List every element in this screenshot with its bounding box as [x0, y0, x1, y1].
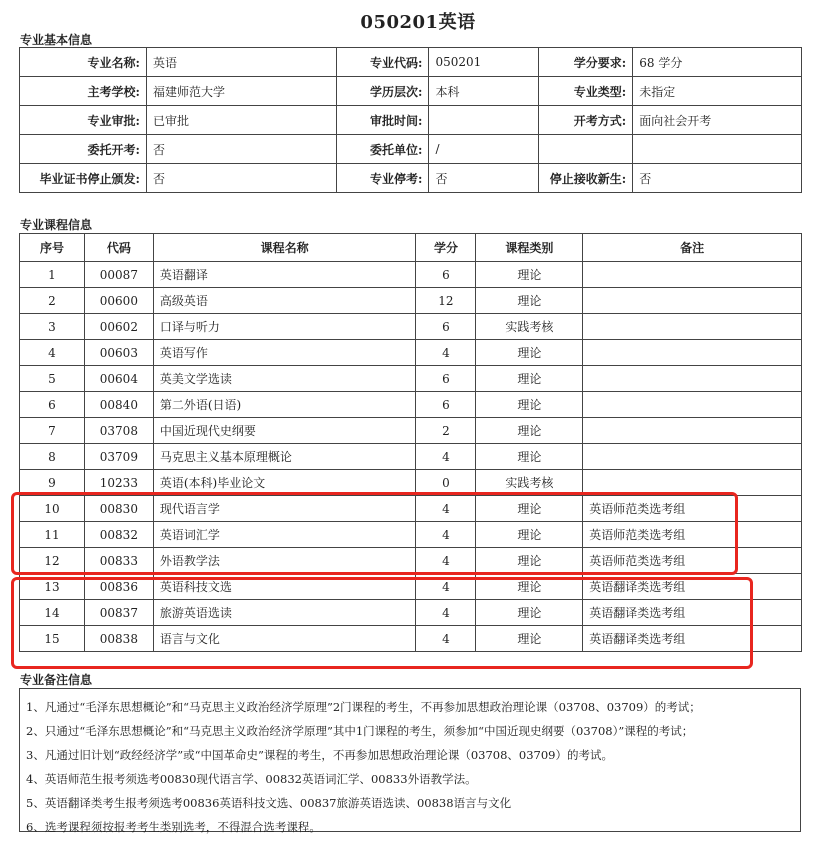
course-credits: 4	[416, 444, 476, 470]
course-type: 理论	[476, 392, 583, 418]
field-value: 050201	[429, 48, 539, 77]
field-value: 本科	[429, 77, 539, 106]
field-label: 委托开考:	[20, 135, 147, 164]
course-credits: 4	[416, 496, 476, 522]
field-label: 专业类型:	[539, 77, 633, 106]
course-credits: 6	[416, 366, 476, 392]
course-credits: 4	[416, 574, 476, 600]
note-line: 3、凡通过旧计划“政经经济学”或“中国革命史”课程的考生，不再参加思想政治理论课（03708、03709）的考试。	[26, 748, 613, 762]
course-remark: 英语师范类选考组	[583, 496, 802, 522]
course-credits: 0	[416, 470, 476, 496]
course-type: 理论	[476, 444, 583, 470]
course-credits: 4	[416, 522, 476, 548]
course-credits: 4	[416, 600, 476, 626]
field-label: 主考学校:	[20, 77, 147, 106]
course-name: 马克思主义基本原理概论	[153, 444, 416, 470]
note-line: 6、选考课程须按报考考生类别选考，不得混合选考课程。	[26, 820, 321, 834]
course-credits: 2	[416, 418, 476, 444]
course-code: 00604	[84, 366, 153, 392]
course-code: 00602	[84, 314, 153, 340]
course-code: 00833	[84, 548, 153, 574]
field-value: /	[429, 135, 539, 164]
field-label: 毕业证书停止颁发:	[20, 164, 147, 193]
course-type: 理论	[476, 340, 583, 366]
col-header-code: 代码	[84, 234, 153, 262]
course-index: 4	[20, 340, 85, 366]
course-remark	[583, 392, 802, 418]
course-type: 理论	[476, 626, 583, 652]
course-credits: 6	[416, 262, 476, 288]
field-label: 开考方式:	[539, 106, 633, 135]
course-index: 15	[20, 626, 85, 652]
course-name: 英语写作	[153, 340, 416, 366]
field-value: 福建师范大学	[146, 77, 336, 106]
field-label: 专业名称:	[20, 48, 147, 77]
course-name: 英语词汇学	[153, 522, 416, 548]
course-type: 理论	[476, 600, 583, 626]
basic-info-row	[20, 48, 802, 77]
course-name: 英语(本科)毕业论文	[153, 470, 416, 496]
course-name: 旅游英语选读	[153, 600, 416, 626]
course-type: 理论	[476, 522, 583, 548]
field-value: 面向社会开考	[633, 106, 802, 135]
col-header-credits: 学分	[416, 234, 476, 262]
course-credits: 6	[416, 392, 476, 418]
basic-info-row	[20, 135, 802, 164]
field-value	[633, 135, 802, 164]
field-label: 专业代码:	[336, 48, 429, 77]
field-label: 专业停考:	[336, 164, 429, 193]
course-remark	[583, 444, 802, 470]
field-value: 已审批	[146, 106, 336, 135]
field-label: 委托单位:	[336, 135, 429, 164]
field-value: 英语	[146, 48, 336, 77]
notes-section-label: 专业备注信息	[20, 673, 93, 687]
course-index: 8	[20, 444, 85, 470]
notes-box	[19, 688, 801, 832]
course-remark: 英语师范类选考组	[583, 522, 802, 548]
course-credits: 4	[416, 548, 476, 574]
course-remark: 英语翻译类选考组	[583, 626, 802, 652]
table-row	[20, 392, 802, 418]
course-code: 00603	[84, 340, 153, 366]
course-index: 13	[20, 574, 85, 600]
course-name: 口译与听力	[153, 314, 416, 340]
course-type: 理论	[476, 262, 583, 288]
table-row	[20, 418, 802, 444]
course-name: 语言与文化	[153, 626, 416, 652]
course-type: 理论	[476, 418, 583, 444]
course-credits: 4	[416, 340, 476, 366]
course-credits: 4	[416, 626, 476, 652]
course-name: 现代语言学	[153, 496, 416, 522]
course-name: 第二外语(日语)	[153, 392, 416, 418]
field-value: 否	[633, 164, 802, 193]
field-value: 否	[429, 164, 539, 193]
course-type: 理论	[476, 288, 583, 314]
field-value: 否	[146, 135, 336, 164]
field-value	[429, 106, 539, 135]
course-remark	[583, 418, 802, 444]
course-remark: 英语师范类选考组	[583, 548, 802, 574]
table-row	[20, 262, 802, 288]
course-remark: 英语翻译类选考组	[583, 600, 802, 626]
course-index: 10	[20, 496, 85, 522]
course-remark: 英语翻译类选考组	[583, 574, 802, 600]
course-index: 1	[20, 262, 85, 288]
field-label: 审批时间:	[336, 106, 429, 135]
course-type: 理论	[476, 574, 583, 600]
field-label	[539, 135, 633, 164]
field-label: 学分要求:	[539, 48, 633, 77]
course-credits: 12	[416, 288, 476, 314]
course-name: 高级英语	[153, 288, 416, 314]
table-row	[20, 444, 802, 470]
course-code: 00087	[84, 262, 153, 288]
course-remark	[583, 288, 802, 314]
course-index: 11	[20, 522, 85, 548]
course-code: 00600	[84, 288, 153, 314]
course-index: 7	[20, 418, 85, 444]
basic-info-row	[20, 106, 802, 135]
basic-info-row	[20, 164, 802, 193]
highlight-box-translation-group	[11, 577, 753, 669]
basic-info-row	[20, 77, 802, 106]
course-code: 00830	[84, 496, 153, 522]
course-code: 03708	[84, 418, 153, 444]
course-code: 00837	[84, 600, 153, 626]
basic-info-section-label: 专业基本信息	[20, 33, 93, 47]
table-row	[20, 366, 802, 392]
course-code: 03709	[84, 444, 153, 470]
field-label: 学历层次:	[336, 77, 429, 106]
course-index: 12	[20, 548, 85, 574]
course-type: 理论	[476, 496, 583, 522]
course-name: 中国近现代史纲要	[153, 418, 416, 444]
course-index: 6	[20, 392, 85, 418]
note-line: 1、凡通过“毛泽东思想概论”和“马克思主义政治经济学原理”2门课程的考生，不再参加思想政治理论课（03708、03709）的考试；	[26, 700, 701, 714]
course-table-header-row	[20, 234, 802, 262]
course-info-section-label: 专业课程信息	[20, 218, 93, 232]
field-value: 否	[146, 164, 336, 193]
field-label: 专业审批:	[20, 106, 147, 135]
highlight-box-teaching-group	[11, 492, 738, 575]
course-index: 9	[20, 470, 85, 496]
course-code: 00832	[84, 522, 153, 548]
course-index: 2	[20, 288, 85, 314]
field-value: 未指定	[633, 77, 802, 106]
course-code: 00836	[84, 574, 153, 600]
note-line: 2、只通过“毛泽东思想概论”和“马克思主义政治经济学原理”其中1门课程的考生，须参加“中国近现史纲要（03708）”课程的考试；	[26, 724, 694, 738]
course-index: 3	[20, 314, 85, 340]
basic-info-table	[19, 47, 802, 193]
course-code: 00838	[84, 626, 153, 652]
course-credits: 6	[416, 314, 476, 340]
course-index: 14	[20, 600, 85, 626]
note-line: 4、英语师范生报考须选考00830现代语言学、00832英语词汇学、00833外语教学法。	[26, 772, 477, 786]
course-name: 英语翻译	[153, 262, 416, 288]
course-code: 10233	[84, 470, 153, 496]
table-row	[20, 340, 802, 366]
note-line: 5、英语翻译类考生报考须选考00836英语科技文选、00837旅游英语选读、00838语言与文化	[26, 796, 512, 810]
col-header-remark: 备注	[583, 234, 802, 262]
field-label: 停止接收新生:	[539, 164, 633, 193]
course-name: 英美文学选读	[153, 366, 416, 392]
col-header-name: 课程名称	[153, 234, 416, 262]
table-row	[20, 314, 802, 340]
course-type: 理论	[476, 548, 583, 574]
course-type: 实践考核	[476, 470, 583, 496]
course-index: 5	[20, 366, 85, 392]
course-remark	[583, 340, 802, 366]
page-title: 050201英语	[360, 12, 476, 33]
course-remark	[583, 366, 802, 392]
course-remark	[583, 314, 802, 340]
course-name: 外语教学法	[153, 548, 416, 574]
course-name: 英语科技文选	[153, 574, 416, 600]
col-header-index: 序号	[20, 234, 85, 262]
course-type: 理论	[476, 366, 583, 392]
course-remark	[583, 262, 802, 288]
field-value: 68 学分	[633, 48, 802, 77]
course-type: 实践考核	[476, 314, 583, 340]
table-row	[20, 288, 802, 314]
col-header-type: 课程类别	[476, 234, 583, 262]
course-code: 00840	[84, 392, 153, 418]
